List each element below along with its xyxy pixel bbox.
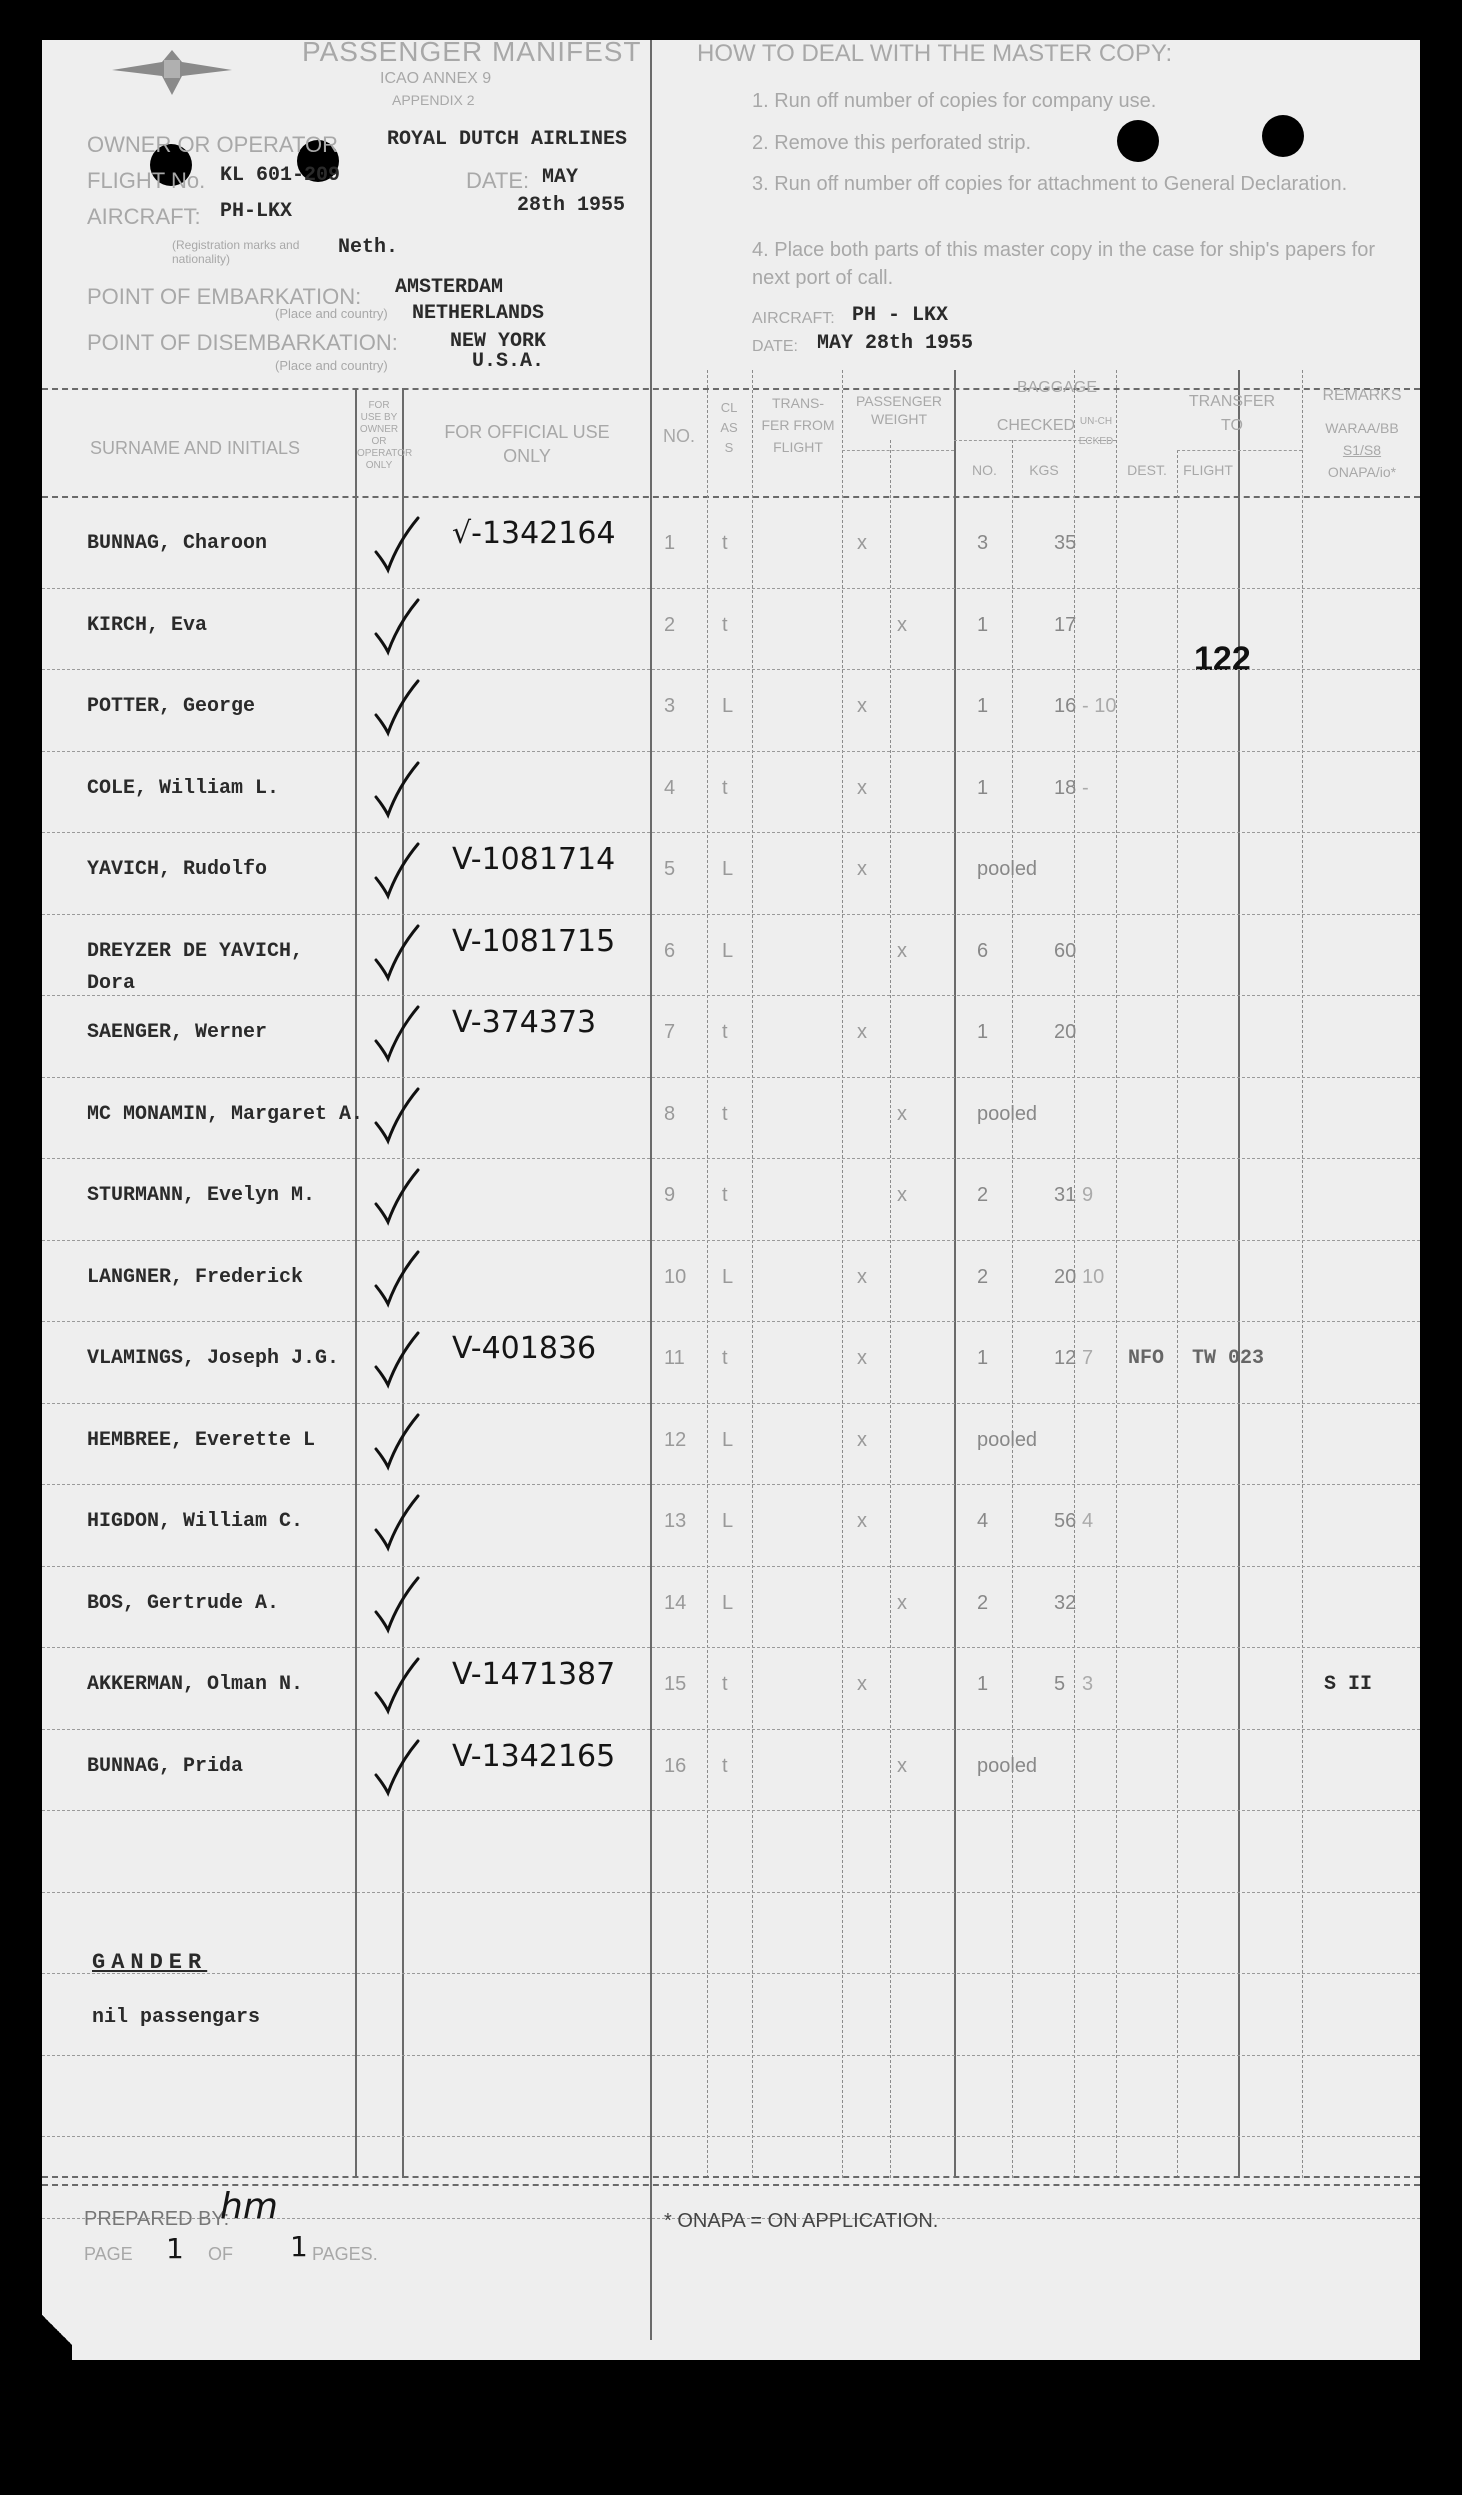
weight-mark-a: x	[857, 1510, 867, 1532]
table-row	[42, 1244, 1420, 1324]
passenger-no: 1	[664, 532, 676, 554]
weight-mark-a: x	[857, 1347, 867, 1369]
passenger-no: 9	[664, 1184, 676, 1206]
table-header-bottom-rule	[42, 496, 1420, 498]
check-mark-icon	[372, 596, 422, 656]
passenger-no: 5	[664, 858, 676, 880]
passenger-name: SAENGER, Werner	[87, 1021, 268, 1044]
weight-mark-a: x	[857, 776, 867, 799]
passenger-name: AKKERMAN, Olman N.	[87, 1673, 304, 1696]
check-mark-icon	[372, 1166, 422, 1226]
weight-mark-b: x	[897, 1591, 907, 1614]
passenger-name: BOS, Gertrude A.	[87, 1591, 280, 1615]
instruction-3: 3. Run off number off copies for attachment to General Declaration.	[752, 173, 1348, 195]
passenger-class: L	[722, 1591, 734, 1614]
passenger-name: POTTER, George	[87, 695, 256, 718]
baggage-count: 1	[977, 1673, 989, 1695]
passenger-no: 15	[664, 1673, 687, 1695]
passenger-name: LANGNER, Frederick	[87, 1265, 304, 1289]
check-mark-icon	[372, 1655, 422, 1715]
weight-mark-a: x	[857, 695, 867, 717]
row-rule	[42, 1729, 1420, 1730]
table-row	[42, 1651, 1420, 1731]
weight-mark-b: x	[897, 613, 907, 636]
baggage-kgs: 31	[1054, 1184, 1077, 1206]
klm-crown-logo-icon	[102, 40, 242, 100]
manifest-title: PASSENGER MANIFEST	[302, 36, 642, 67]
passenger-name: MC MONAMIN, Margaret A.	[87, 1102, 364, 1126]
row-rule	[42, 995, 1420, 996]
flight-label: FLIGHT No.	[87, 168, 206, 193]
passenger-no: 13	[664, 1510, 687, 1532]
col-header-remarks: REMARKS	[1322, 387, 1402, 404]
baggage-unchecked: - 10	[1082, 695, 1117, 717]
disembark-country: U.S.A.	[472, 350, 545, 373]
col-header-bag-kgs: KGS	[1029, 462, 1059, 478]
baggage-count: pooled	[977, 1754, 1038, 1777]
embark-label: POINT OF EMBARKATION:	[87, 284, 362, 309]
weight-mark-b: x	[897, 1102, 907, 1125]
passenger-name: VLAMINGS, Joseph J.G.	[87, 1347, 340, 1370]
header-sub-rule	[842, 450, 954, 451]
passenger-no: 8	[664, 1102, 676, 1125]
baggage-count: pooled	[977, 1102, 1038, 1125]
baggage-kgs: 16	[1054, 695, 1077, 717]
passenger-no: 14	[664, 1591, 687, 1614]
row-rule	[42, 2055, 1420, 2056]
weight-mark-a: x	[857, 1428, 867, 1451]
row-rule	[42, 1240, 1420, 1241]
row-rule	[42, 1647, 1420, 1648]
check-mark-icon	[372, 1329, 422, 1389]
row-rule	[42, 1158, 1420, 1159]
col-header-unchecked: UN-CHECKED	[1078, 416, 1114, 447]
passenger-class: L	[722, 1428, 734, 1451]
registration-note: (Registration marks and nationality)	[172, 238, 300, 266]
owner-value: ROYAL DUTCH AIRLINES	[387, 128, 628, 151]
transfer-dest: NFO	[1128, 1347, 1165, 1370]
baggage-unchecked: 4	[1082, 1510, 1094, 1532]
date-value-day: 28th 1955	[517, 194, 626, 217]
table-row	[42, 1570, 1420, 1650]
manifest-page	[42, 36, 1420, 2360]
col-header-bag-no: NO.	[972, 462, 997, 478]
passenger-no: 11	[664, 1347, 685, 1369]
instructions-title: HOW TO DEAL WITH THE MASTER COPY:	[697, 40, 1173, 67]
row-rule	[42, 588, 1420, 589]
footer-top-rule	[42, 2176, 1420, 2178]
date-label: DATE:	[466, 168, 530, 193]
baggage-unchecked: -	[1082, 776, 1089, 799]
baggage-unchecked: 7	[1082, 1347, 1094, 1369]
instruction-4: 4. Place both parts of this master copy in the case for ship's papers for next port of call.	[752, 239, 1376, 289]
weight-mark-a: x	[857, 858, 867, 880]
weight-mark-a: x	[857, 1265, 867, 1288]
passenger-class: t	[722, 1102, 728, 1125]
passenger-name: YAVICH, Rudolfo	[87, 858, 268, 881]
baggage-count: 2	[977, 1265, 989, 1288]
baggage-count: 1	[977, 613, 989, 636]
table-row	[42, 1081, 1420, 1161]
table-row	[42, 1733, 1420, 1813]
prepared-by-signature: hm	[220, 2186, 278, 2227]
row-rule	[42, 1810, 1420, 1811]
passenger-class: t	[722, 1184, 728, 1206]
weight-mark-b: x	[897, 1754, 907, 1777]
passenger-name: BUNNAG, Charoon	[87, 532, 268, 555]
pages-label: PAGES.	[312, 2244, 378, 2264]
page-number: 1	[166, 2232, 184, 2265]
passenger-no: 4	[664, 776, 676, 799]
check-mark-icon	[372, 922, 422, 982]
instructions-aircraft-value: PH - LKX	[852, 304, 949, 327]
baggage-count: 1	[977, 1021, 989, 1043]
row-rule	[42, 669, 1420, 670]
row-rule	[42, 1321, 1420, 1322]
check-mark-icon	[372, 1492, 422, 1552]
row-rule	[42, 1484, 1420, 1485]
weight-mark-a: x	[857, 1021, 867, 1043]
col-header-no: NO.	[662, 426, 695, 446]
col-header-flight: FLIGHT	[1183, 462, 1233, 478]
passenger-no: 10	[664, 1265, 687, 1288]
flight-value: KL 601-209	[220, 164, 341, 187]
col-header-official: FOR OFFICIAL USE ONLY	[444, 422, 610, 466]
embark-place-note: (Place and country)	[275, 306, 388, 321]
passenger-class: t	[722, 1347, 728, 1369]
passenger-name: BUNNAG, Prida	[87, 1754, 244, 1778]
table-row	[42, 918, 1420, 998]
header-sub-rule	[1177, 450, 1302, 451]
check-mark-icon	[372, 1737, 422, 1797]
passenger-class: L	[722, 1265, 734, 1288]
table-row	[42, 673, 1420, 753]
instructions-aircraft-label: AIRCRAFT:	[752, 310, 835, 327]
col-header-trans: TRANS-FER FROM FLIGHT	[761, 395, 835, 455]
passenger-no: 2	[664, 613, 676, 636]
table-row	[42, 1488, 1420, 1568]
passenger-class: t	[722, 532, 728, 554]
check-mark-icon	[372, 759, 422, 819]
passenger-name: COLE, William L.	[87, 776, 280, 800]
col-header-baggage: BAGGAGE	[1016, 379, 1098, 396]
table-row	[42, 836, 1420, 916]
baggage-unchecked: 10	[1082, 1265, 1105, 1288]
baggage-unchecked: 9	[1082, 1184, 1094, 1206]
row-rule	[42, 1077, 1420, 1078]
col-header-remarks-sub1: WARAA/BB	[1325, 420, 1399, 436]
baggage-count: pooled	[977, 858, 1038, 880]
passenger-no: 6	[664, 939, 676, 962]
weight-mark-b: x	[897, 939, 907, 962]
check-mark-icon	[372, 1248, 422, 1308]
table-row	[42, 999, 1420, 1079]
row-rule	[42, 1892, 1420, 1893]
passenger-no: 16	[664, 1754, 687, 1777]
passenger-class: t	[722, 1673, 728, 1695]
baggage-kgs: 60	[1054, 939, 1077, 962]
row-rule	[42, 1566, 1420, 1567]
baggage-unchecked: 3	[1082, 1673, 1094, 1695]
of-label: OF	[208, 2244, 233, 2264]
weight-mark-b: x	[897, 1184, 907, 1206]
baggage-count: 1	[977, 695, 989, 717]
col-header-for-use: FOR USE BY OWNER OR OPERATOR ONLY	[357, 400, 413, 471]
baggage-kgs: 32	[1054, 1591, 1077, 1614]
baggage-kgs: 12	[1054, 1347, 1077, 1369]
check-mark-icon	[372, 677, 422, 737]
check-mark-icon	[372, 840, 422, 900]
table-row	[42, 510, 1420, 590]
baggage-count: 4	[977, 1510, 989, 1532]
baggage-count: 2	[977, 1591, 989, 1614]
weight-mark-a: x	[857, 1673, 867, 1695]
pages-total: 1	[290, 2230, 308, 2263]
col-header-checked: CHECKED	[996, 417, 1076, 434]
baggage-kgs: 18	[1054, 776, 1077, 799]
row-rule	[42, 832, 1420, 833]
instructions-date-value: MAY 28th 1955	[817, 332, 974, 355]
passenger-class: L	[722, 1510, 734, 1532]
passenger-no: 7	[664, 1021, 676, 1043]
passenger-name: HEMBREE, Everette L	[87, 1428, 316, 1452]
disembark-place-note: (Place and country)	[275, 358, 388, 373]
baggage-count: 1	[977, 1347, 989, 1369]
appendix-label: APPENDIX 2	[392, 92, 475, 108]
baggage-kgs: 20	[1054, 1265, 1077, 1288]
baggage-count: 6	[977, 939, 989, 962]
passenger-no: 12	[664, 1428, 687, 1451]
table-row	[42, 755, 1420, 835]
date-value-month: MAY	[542, 166, 579, 189]
passenger-class: t	[722, 776, 728, 799]
embark-country: NETHERLANDS	[412, 302, 545, 325]
instructions-date-label: DATE:	[752, 338, 798, 355]
disembark-city: NEW YORK	[450, 330, 547, 353]
col-header-class: CLASS	[720, 400, 738, 455]
col-header-dest: DEST.	[1127, 462, 1167, 478]
row-rule	[42, 2136, 1420, 2137]
transfer-flight: TW 023	[1192, 1347, 1265, 1370]
col-header-remarks-sub2: S1/S8	[1342, 442, 1382, 458]
annex-label: ICAO ANNEX 9	[380, 70, 492, 87]
punch-hole	[1262, 115, 1304, 157]
baggage-kgs: 17	[1054, 613, 1077, 636]
passenger-class: L	[722, 695, 734, 717]
baggage-count: 3	[977, 532, 989, 554]
baggage-kgs: 20	[1054, 1021, 1077, 1043]
baggage-count: 1	[977, 776, 989, 799]
check-mark-icon	[372, 1085, 422, 1145]
gander-title: GANDER	[92, 1950, 208, 1975]
table-row	[42, 1407, 1420, 1487]
official-use-number: V-1342165	[452, 1738, 616, 1774]
owner-label: OWNER OR OPERATOR	[87, 132, 338, 157]
gander-note: nil passengars	[92, 2006, 261, 2029]
passenger-class: t	[722, 613, 728, 636]
disembark-label: POINT OF DISEMBARKATION:	[87, 330, 398, 355]
col-header-surname: SURNAME AND INITIALS	[90, 438, 301, 458]
row-rule	[42, 1973, 1420, 1974]
registration-value: Neth.	[338, 236, 399, 259]
passenger-class: t	[722, 1021, 728, 1043]
col-header-transfer-to: TRANSFER TO	[1188, 393, 1276, 434]
table-row	[42, 1325, 1420, 1405]
instruction-1: 1. Run off number of copies for company use.	[752, 90, 1157, 112]
corner-fold	[42, 2300, 72, 2360]
baggage-count: pooled	[977, 1428, 1038, 1451]
passenger-name: KIRCH, Eva	[87, 613, 208, 637]
prepared-by-label: PREPARED BY:	[84, 2208, 230, 2230]
official-use-number: V-1471387	[452, 1657, 616, 1692]
passenger-name: DREYZER DE YAVICH,	[87, 939, 304, 963]
weight-mark-a: x	[857, 532, 867, 554]
baggage-kgs: 35	[1054, 532, 1077, 554]
official-use-number: V-1081714	[452, 842, 616, 877]
official-use-number: V-374373	[452, 1005, 597, 1040]
passenger-class: L	[722, 939, 734, 962]
check-mark-icon	[372, 1574, 422, 1634]
passenger-name-cont: Dora	[87, 971, 136, 995]
baggage-kgs: 56	[1054, 1510, 1077, 1532]
passenger-name: STURMANN, Evelyn M.	[87, 1184, 316, 1207]
table-row	[42, 1162, 1420, 1242]
page-label: PAGE	[84, 2244, 133, 2264]
baggage-kgs: 5	[1054, 1673, 1066, 1695]
check-mark-icon	[372, 514, 422, 574]
official-use-number: V-401836	[452, 1331, 597, 1366]
aircraft-label: AIRCRAFT:	[87, 204, 201, 229]
row-rule	[42, 914, 1420, 915]
passenger-class: t	[722, 1754, 728, 1777]
row-rule	[42, 1403, 1420, 1404]
onapa-note: * ONAPA = ON APPLICATION.	[664, 2210, 939, 2232]
aircraft-value: PH-LKX	[220, 200, 293, 223]
embark-city: AMSTERDAM	[395, 276, 504, 299]
punch-hole	[1117, 120, 1159, 162]
col-header-remarks-sub3: ONAPA/io*	[1327, 464, 1397, 480]
check-mark-icon	[372, 1003, 422, 1063]
baggage-count: 2	[977, 1184, 989, 1206]
row-rule	[42, 751, 1420, 752]
official-use-number: √-1342164	[452, 516, 616, 551]
stamp-number: 122	[1194, 640, 1251, 678]
instruction-2: 2. Remove this perforated strip.	[752, 132, 1032, 154]
passenger-name: HIGDON, William C.	[87, 1510, 304, 1533]
passenger-no: 3	[664, 695, 676, 717]
official-use-number: V-1081715	[452, 923, 616, 959]
table-row	[42, 592, 1420, 672]
col-header-passenger-weight: PASSENGER WEIGHT	[855, 393, 943, 427]
passenger-class: L	[722, 858, 734, 880]
remarks: S II	[1324, 1673, 1373, 1696]
check-mark-icon	[372, 1411, 422, 1471]
